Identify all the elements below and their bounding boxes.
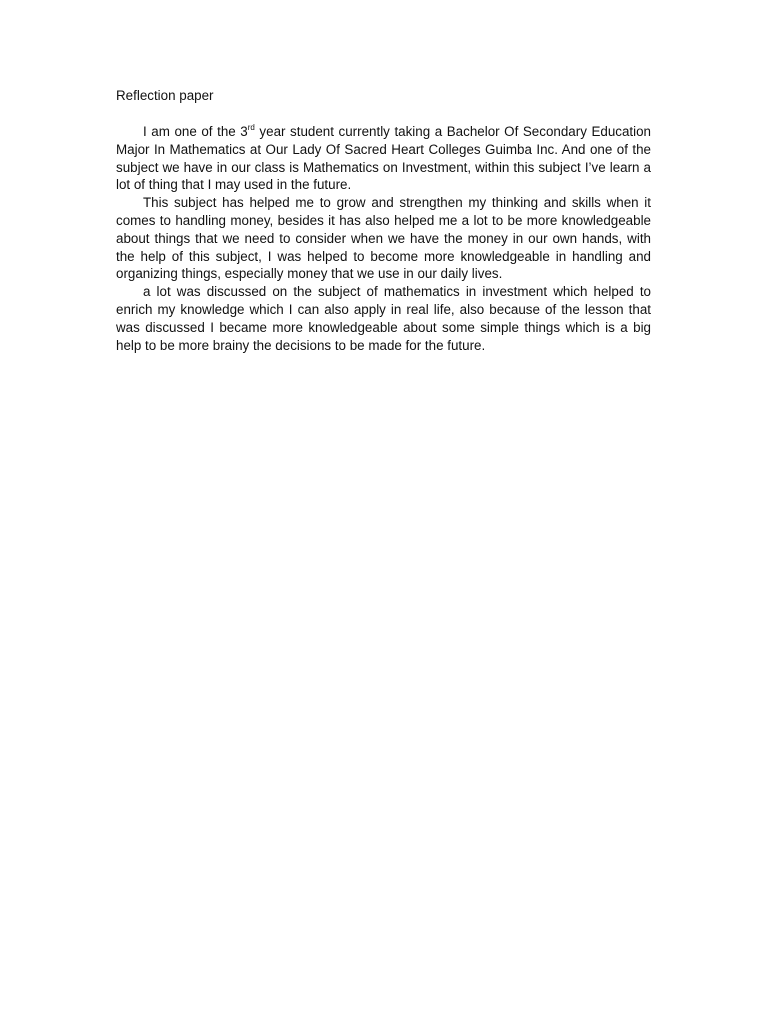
document-page	[116, 87, 651, 354]
ordinal-suffix: rd	[247, 123, 255, 132]
paragraph-1	[116, 123, 651, 194]
document-title: Reflection paper	[116, 88, 214, 103]
paragraph-3: a lot was discussed on the subject of mathematics in investment which helped to enrich my knowledge which I can also apply in real life, also because of the lesson that was discussed I became more knowledgeable about some simple things which is a big help to be more brainy the decisions to be made for the future.	[116, 284, 651, 353]
paragraph-1-text-start: I am one of the 3	[143, 124, 248, 139]
paragraph-1-text-end: year student currently taking a Bachelor Of Secondary Education Major In Mathematics at Our Lady Of Sacred Heart Colleges Guimba Inc. And one of the subject we have in our class is Mathematics on Investment, within this subject I’ve learn a lot of thing that I may used in the future.	[116, 124, 652, 193]
paragraph-2: This subject has helped me to grow and strengthen my thinking and skills when it comes to handling money, besides it has also helped me a lot to be more knowledgeable about things that we need to consider when we have the money in our own hands, with the help of this subject, I was helped to become more knowledgeable in handling and organizing things, especially money that we use in our daily lives.	[116, 195, 651, 282]
